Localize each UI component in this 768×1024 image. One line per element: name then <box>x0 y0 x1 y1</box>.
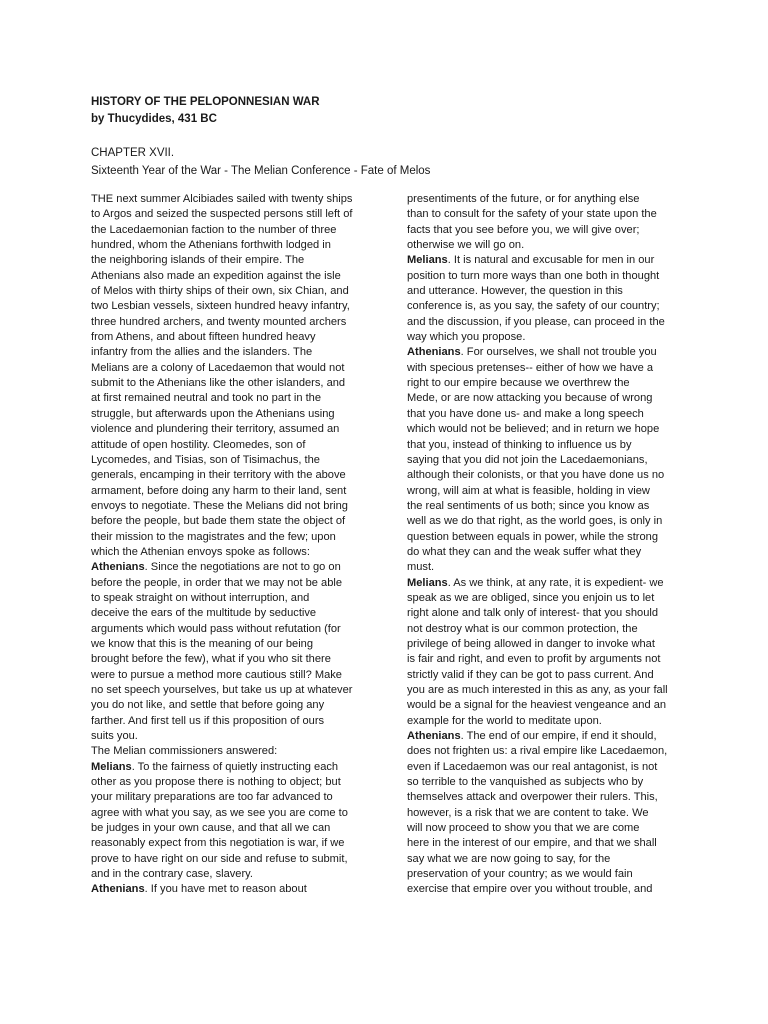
line-text: at first remained neutral and took no part in the <box>91 392 322 405</box>
line-text: three hundred archers, and twenty mounted archers <box>91 315 347 328</box>
text-line <box>91 376 387 391</box>
text-line <box>407 790 683 805</box>
document-title: HISTORY OF THE PELOPONNESIAN WAR <box>91 96 320 108</box>
line-text: position to turn more ways than one both in thought <box>407 269 660 282</box>
speaker-label: Melians <box>91 760 132 773</box>
line-text: speak as we are obliged, since you enjoin us to let <box>407 591 655 604</box>
text-line <box>91 867 387 882</box>
line-text: . If you have met to reason about <box>144 883 307 896</box>
text-line <box>407 238 683 253</box>
text-line <box>407 775 683 790</box>
text-line <box>91 192 387 207</box>
line-text: with specious pretenses-- either of how we have a <box>407 361 654 374</box>
text-line <box>407 438 683 453</box>
text-line <box>407 284 683 299</box>
text-line <box>91 499 387 514</box>
line-text: Athenians also made an expedition against the isle <box>91 269 341 282</box>
text-line <box>407 729 683 744</box>
text-line <box>407 683 683 698</box>
line-text: . As we think, at any rate, it is expedient- we <box>447 576 664 589</box>
line-text: will now proceed to show you that we are come <box>407 822 640 835</box>
line-text: deceive the ears of the multitude by seductive <box>91 607 317 620</box>
line-text: although their colonists, or that you have done us no <box>407 469 665 482</box>
line-text: wrong, will aim at what is feasible, holding in view <box>407 484 650 497</box>
text-line <box>407 806 683 821</box>
text-line <box>407 330 683 345</box>
line-text: violence and plundering their territory, assumed an <box>91 423 340 436</box>
line-text: hundred, whom the Athenians forthwith lodged in <box>91 239 331 252</box>
text-line <box>91 545 387 560</box>
line-text: infantry from the allies and the islanders. The <box>91 346 313 359</box>
line-text: saying that you did not join the Lacedaemonians, <box>407 453 648 466</box>
line-text: to Argos and seized the suspected persons still left of <box>91 208 353 221</box>
line-text: reasonably expect from this negotiation is war, if we <box>91 837 345 850</box>
text-line <box>407 253 683 268</box>
line-text: THE next summer Alcibiades sailed with twenty ships <box>91 193 353 205</box>
text-line <box>91 576 387 591</box>
text-line <box>407 345 683 360</box>
text-line <box>407 361 683 376</box>
text-line <box>407 668 683 683</box>
text-line <box>407 499 683 514</box>
line-text: not destroy what is our common protection, the <box>407 622 638 635</box>
text-line <box>407 299 683 314</box>
line-text: otherwise we will go on. <box>407 239 525 252</box>
line-text: envoys to negotiate. These the Melians did not bring <box>91 499 348 512</box>
line-text: . For ourselves, we shall not trouble you <box>460 346 657 359</box>
text-line <box>407 530 683 545</box>
text-line <box>91 438 387 453</box>
line-text: Lycomedes, and Tisias, son of Tisimachus, the <box>91 453 320 466</box>
line-text: you do not like, and settle that before going any <box>91 699 325 712</box>
text-line <box>407 714 683 729</box>
line-text: their mission to the magistrates and the few; upon <box>91 530 336 543</box>
text-line <box>91 806 387 821</box>
line-text: be judges in your own cause, and that all we can <box>91 822 331 835</box>
line-text: which the Athenian envoys spoke as follows: <box>91 545 310 558</box>
text-line <box>91 606 387 621</box>
line-text: and utterance. However, the question in this <box>407 285 623 298</box>
line-text: themselves attack and overpower their rulers. This, <box>407 791 658 804</box>
line-text: preservation of your country; as we would fain <box>407 868 633 881</box>
text-line <box>407 545 683 560</box>
line-text: to speak straight on without interruption, and <box>91 591 310 604</box>
text-line <box>407 852 683 867</box>
text-line <box>407 867 683 882</box>
line-text: two Lesbian vessels, sixteen hundred heavy infantry, <box>91 300 350 313</box>
text-line <box>91 299 387 314</box>
text-line <box>91 345 387 360</box>
line-text: the real sentiments of us both; since you know as <box>407 499 650 512</box>
line-text: say what we are now going to say, for the <box>407 852 611 865</box>
text-line <box>407 744 683 759</box>
text-line <box>91 744 387 759</box>
text-line <box>91 361 387 376</box>
line-text: and in the contrary case, slavery. <box>91 868 253 881</box>
text-line <box>407 223 683 238</box>
line-text: generals, encamping in their territory with the above <box>91 469 346 482</box>
speaker-label: Melians <box>407 254 448 267</box>
line-text: and the discussion, if you please, can proceed in the <box>407 315 665 328</box>
text-line <box>91 760 387 775</box>
text-line <box>91 223 387 238</box>
line-text: . Since the negotiations are not to go on <box>144 561 341 574</box>
line-text: we know that this is the meaning of our being <box>91 637 314 650</box>
line-text: than to consult for the safety of your state upon the <box>407 208 657 221</box>
text-line <box>407 269 683 284</box>
line-text: . To the fairness of quietly instructing each <box>131 760 339 773</box>
document-byline: by Thucydides, 431 BC <box>91 113 217 125</box>
line-text: prove to have right on our side and refuse to submit, <box>91 852 348 865</box>
speaker-label: Athenians <box>407 346 461 359</box>
text-line <box>91 729 387 744</box>
line-text: other as you propose there is nothing to object; but <box>91 776 341 789</box>
text-line <box>91 484 387 499</box>
line-text: no set speech yourselves, but take us up at whatever <box>91 684 353 696</box>
line-text: facts that you see before you, we will give over; <box>407 223 640 236</box>
text-line <box>91 453 387 468</box>
right-text-column <box>407 192 683 898</box>
line-text: attitude of open hostility. Cleomedes, son of <box>91 438 306 451</box>
line-text: The Melian commissioners answered: <box>91 745 278 758</box>
line-text: does not frighten us: a rival empire like Lacedaemon, <box>407 745 668 758</box>
text-line <box>407 391 683 406</box>
text-line <box>407 192 683 207</box>
line-text: strictly valid if they can be got to pass current. And <box>407 668 654 681</box>
text-line <box>407 652 683 667</box>
line-text: however, is a risk that we are content to take. We <box>407 806 649 819</box>
text-line <box>407 315 683 330</box>
line-text: must. <box>407 561 435 574</box>
text-line <box>91 591 387 606</box>
line-text: well as we do that right, as the world goes, is only in <box>407 515 663 528</box>
left-text-column <box>91 192 387 898</box>
line-text: is fair and right, and even to profit by arguments not <box>407 653 661 666</box>
line-text: do what they can and the weak suffer what they <box>407 545 642 558</box>
speaker-label: Athenians <box>407 730 461 743</box>
text-line <box>407 376 683 391</box>
line-text: way which you propose. <box>407 331 526 344</box>
text-line <box>407 591 683 606</box>
line-text: which would not be believed; and in return we hope <box>407 423 660 436</box>
text-line <box>91 698 387 713</box>
line-text: submit to the Athenians like the other islanders, and <box>91 377 346 390</box>
text-line <box>407 468 683 483</box>
line-text: question between equals in power, while the strong <box>407 530 659 543</box>
line-text: suits you. <box>91 730 138 743</box>
text-line <box>91 652 387 667</box>
text-line <box>91 821 387 836</box>
text-line <box>91 668 387 683</box>
text-line <box>91 514 387 529</box>
text-line <box>407 453 683 468</box>
line-text: exercise that empire over you without trouble, and <box>407 883 653 896</box>
text-line <box>91 330 387 345</box>
line-text: the Lacedaemonian faction to the number of three <box>91 223 337 236</box>
chapter-subtitle: Sixteenth Year of the War - The Melian Conference - Fate of Melos <box>91 165 431 177</box>
text-line <box>407 576 683 591</box>
line-text: conference is, as you say, the safety of our country; <box>407 300 660 313</box>
speaker-label: Athenians <box>91 883 145 896</box>
text-line <box>407 207 683 222</box>
line-text: privilege of being allowed in danger to invoke what <box>407 637 655 650</box>
text-line <box>91 836 387 851</box>
text-line <box>91 315 387 330</box>
speaker-label: Athenians <box>91 561 145 574</box>
text-line <box>407 514 683 529</box>
line-text: Melians are a colony of Lacedaemon that would not <box>91 361 345 374</box>
text-line <box>407 560 683 575</box>
line-text: agree with what you say, as we see you are come to <box>91 806 348 819</box>
text-line <box>407 698 683 713</box>
text-line <box>407 821 683 836</box>
text-line <box>407 484 683 499</box>
text-line <box>407 836 683 851</box>
line-text: before the people, in order that we may not be able <box>91 576 343 589</box>
text-line <box>91 468 387 483</box>
chapter-heading: CHAPTER XVII. <box>91 147 175 159</box>
text-line <box>91 775 387 790</box>
text-line <box>91 269 387 284</box>
line-text: you are as much interested in this as any, as your fall <box>407 684 668 696</box>
line-text: presentiments of the future, or for anything else <box>407 193 640 205</box>
line-text: arguments which would pass without refutation (for <box>91 622 341 635</box>
speaker-label: Melians <box>407 576 448 589</box>
text-line <box>407 422 683 437</box>
text-line <box>91 530 387 545</box>
text-line <box>91 422 387 437</box>
line-text: the neighboring islands of their empire. The <box>91 254 305 267</box>
text-line <box>407 622 683 637</box>
line-text: that you have done us- and make a long speech <box>407 407 644 420</box>
line-text: struggle, but afterwards upon the Athenians using <box>91 407 335 420</box>
text-line <box>91 882 387 897</box>
text-line <box>91 852 387 867</box>
line-text: before the people, but bade them state the object of <box>91 515 346 528</box>
text-line <box>407 760 683 775</box>
line-text: your military preparations are too far advanced to <box>91 791 333 804</box>
document-header <box>91 94 691 180</box>
text-line <box>407 637 683 652</box>
line-text: so terrible to the vanquished as subjects who by <box>407 776 644 789</box>
line-text: armament, before doing any harm to their land, sent <box>91 484 347 497</box>
text-line <box>91 683 387 698</box>
text-line <box>91 622 387 637</box>
text-line <box>91 790 387 805</box>
text-line <box>91 253 387 268</box>
line-text: of Melos with thirty ships of their own, six Chian, and <box>91 285 349 298</box>
line-text: right alone and talk only of interest- that you should <box>407 607 658 620</box>
text-line <box>91 391 387 406</box>
line-text: were to pursue a method more cautious still? Make <box>91 668 342 681</box>
text-line <box>91 714 387 729</box>
text-line <box>91 284 387 299</box>
line-text: here in the interest of our empire, and that we shall <box>407 837 657 850</box>
text-line <box>407 882 683 897</box>
text-line <box>91 207 387 222</box>
text-line <box>91 560 387 575</box>
line-text: from Athens, and about fifteen hundred heavy <box>91 331 316 344</box>
text-line <box>91 637 387 652</box>
line-text: would be a signal for the heaviest vengeance and an <box>407 699 667 712</box>
line-text: Mede, or are now attacking you because of wrong <box>407 392 653 405</box>
text-line <box>407 407 683 422</box>
line-text: . It is natural and excusable for men in our <box>447 254 655 267</box>
line-text: brought before the few), what if you who sit there <box>91 653 331 666</box>
line-text: that you, instead of thinking to influence us by <box>407 438 632 451</box>
line-text: right to our empire because we overthrew the <box>407 377 630 390</box>
line-text: even if Lacedaemon was our real antagonist, is not <box>407 760 658 773</box>
line-text: example for the world to meditate upon. <box>407 714 602 727</box>
line-text: farther. And first tell us if this proposition of ours <box>91 714 325 727</box>
text-line <box>91 407 387 422</box>
text-line <box>407 606 683 621</box>
line-text: . The end of our empire, if end it should, <box>460 730 657 743</box>
text-line <box>91 238 387 253</box>
